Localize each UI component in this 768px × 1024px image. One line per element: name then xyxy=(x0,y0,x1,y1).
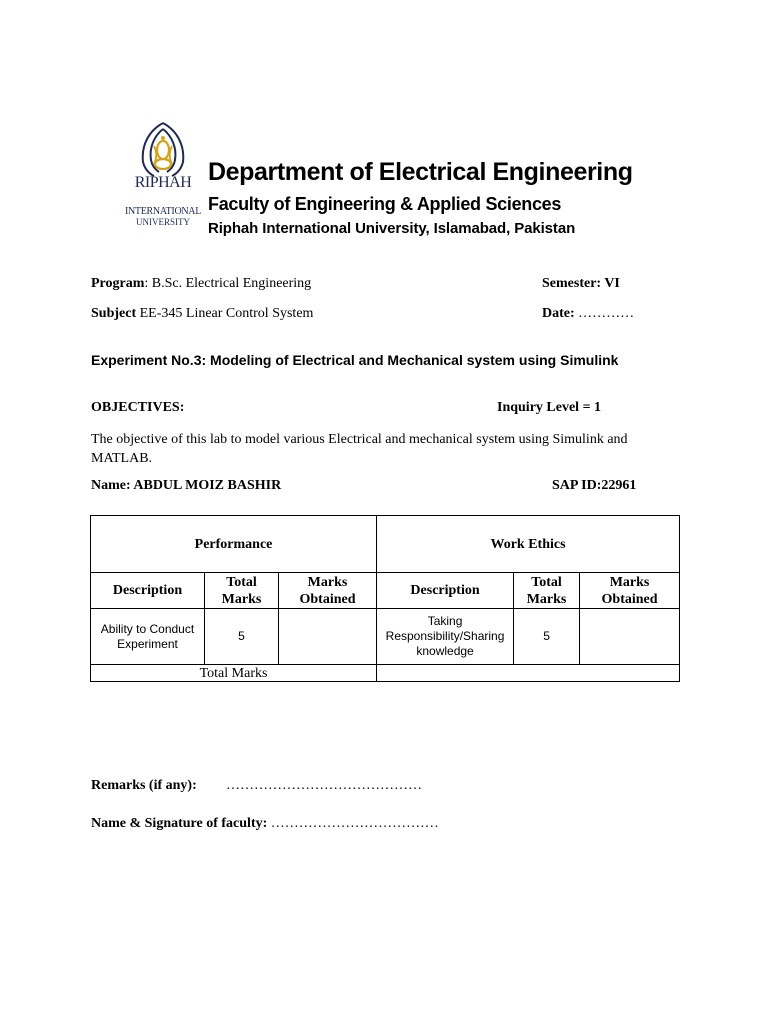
col-total-marks: Total Marks xyxy=(205,573,279,609)
inquiry-level: Inquiry Level = 1 xyxy=(497,400,602,415)
work-ethics-header: Work Ethics xyxy=(377,516,680,573)
subject-value: EE-345 Linear Control System xyxy=(136,306,314,321)
total-marks-value[interactable] xyxy=(377,665,680,682)
remarks-field[interactable]: …………………………………… xyxy=(226,778,422,793)
logo-wordmark-line2: INTERNATIONAL xyxy=(124,206,202,217)
experiment-title: Experiment No.3: Modeling of Electrical and Mechanical system using Simulink xyxy=(91,352,619,368)
row-total-left: 5 xyxy=(205,609,279,665)
date-label: Date: xyxy=(542,306,575,321)
signature-label: Name & Signature of faculty: xyxy=(91,816,268,831)
logo-wordmark-line3: UNIVERSITY xyxy=(136,217,190,227)
department-title: Department of Electrical Engineering xyxy=(208,158,633,186)
logo-wordmark: RIPHAH xyxy=(134,174,192,191)
row-obtained-left[interactable] xyxy=(279,609,377,665)
table-header-row xyxy=(91,516,680,573)
date-value: ………… xyxy=(574,306,635,321)
objectives-label: OBJECTIVES: xyxy=(91,400,185,415)
objective-text: The objective of this lab to model various Electrical and mechanical system using Simulink and MATLAB. xyxy=(91,432,628,466)
student-name: Name: ABDUL MOIZ BASHIR xyxy=(91,478,282,493)
signature-line xyxy=(91,816,439,832)
table-row xyxy=(91,609,680,665)
date-line xyxy=(542,306,634,322)
subject-label: Subject xyxy=(91,306,137,321)
semester-line xyxy=(542,276,620,292)
marks-table xyxy=(90,515,680,682)
row-description-right: Taking Responsibility/Sharing knowledge xyxy=(377,609,514,665)
remarks-label: Remarks (if any): xyxy=(91,778,197,793)
semester-label: Semester: xyxy=(542,276,602,291)
program-label: Program xyxy=(91,276,145,291)
sap-id: SAP ID:22961 xyxy=(552,478,637,493)
performance-header: Performance xyxy=(91,516,377,573)
signature-field[interactable]: ……………………………… xyxy=(267,816,439,831)
col-marks-obtained-2: Marks Obtained xyxy=(580,573,680,609)
subject-line xyxy=(91,306,313,322)
row-total-right: 5 xyxy=(514,609,580,665)
col-description-2: Description xyxy=(377,573,514,609)
col-total-marks-2: Total Marks xyxy=(514,573,580,609)
university-name: Riphah International University, Islamabad, Pakistan xyxy=(208,220,576,237)
total-marks-label: Total Marks xyxy=(91,665,377,682)
faculty-name: Faculty of Engineering & Applied Sciences xyxy=(208,194,562,214)
total-marks-row xyxy=(91,665,680,682)
semester-value: VI xyxy=(601,276,620,291)
program-value: : B.Sc. Electrical Engineering xyxy=(144,276,312,291)
row-description-left: Ability to Conduct Experiment xyxy=(91,609,205,665)
col-marks-obtained: Marks Obtained xyxy=(279,573,377,609)
col-description: Description xyxy=(91,573,205,609)
table-column-headers xyxy=(91,573,680,609)
program-line xyxy=(91,276,311,292)
row-obtained-right[interactable] xyxy=(580,609,680,665)
